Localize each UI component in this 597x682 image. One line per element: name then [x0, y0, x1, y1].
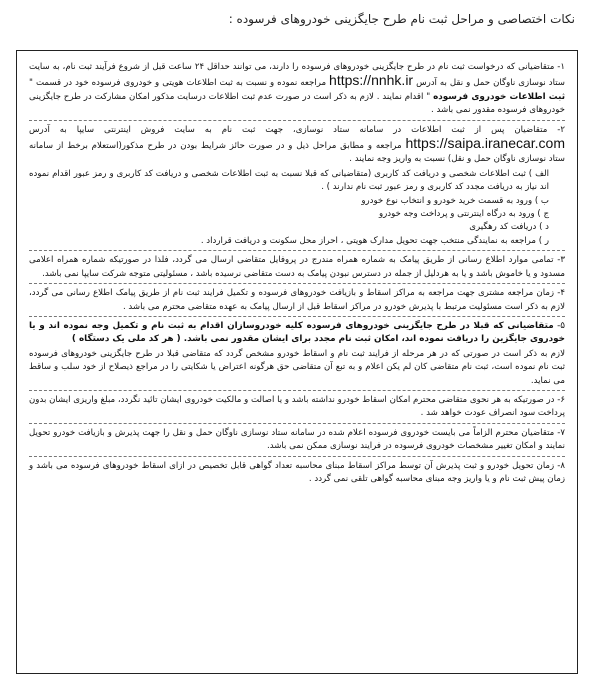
note-text: متقاضیان پس از ثبت اطلاعات در سامانه ستاد نوسازی، جهت ثبت نام به سایت فروش اینترنتی سایپا به آدرس — [29, 124, 548, 135]
note-subitem: ب ) ورود به قسمت خرید خودرو و انتخاب نوع خودرو — [361, 195, 549, 206]
note-item-1 — [29, 61, 565, 118]
url-link[interactable]: https://nnhk.ir — [329, 72, 414, 89]
divider — [29, 250, 565, 251]
note-text: مراجعه نموده و نسبت به ثبت اطلاعات هویتی و خودروی فرسوده خود در قسمت " — [29, 78, 330, 89]
note-item-8 — [29, 460, 565, 487]
note-subitem: ج ) ورود به درگاه اینترنتی و پرداخت وجه خودرو — [378, 209, 549, 220]
note-followup: لازم به ذکر است در صورتی که در هر مرحله از فرایند ثبت نام و اسقاط خودرو مشخص گردد که متقاضی قبلا در طرح جایگزینی خودروهای فرسوده ثبت نام نموده است، ثبت نام متقاضی کان لم یکن اعلام و به تبع آن متقاضی حق هرگونه اعتراض یا شکایتی را در مراجع ذیصلاح از خود سلب و ساقط می نماید. — [29, 348, 565, 386]
divider — [29, 120, 565, 121]
note-number: ۴- — [554, 288, 565, 299]
note-text: زمان تحویل خودرو و ثبت پذیرش آن توسط مراکز اسقاط مبنای محاسبه تعداد گواهی قابل تخصیص در ازای اسقاط خودروهای فرسوده می باشد و زمان پیش ثبت نام و یا واریز وجه مبنای محاسبه گواهی تلقی نمی گردد . — [29, 460, 565, 484]
note-item-7 — [29, 427, 565, 454]
divider — [29, 456, 565, 457]
note-text: متقاضیان محترم الزاماً می بایست خودروی فرسوده اعلام شده در سامانه ستاد نوسازی ناوگان حمل و نقل را جهت پذیرش و بازیافت خودرو تحویل نمایند و امکان تغییر مشخصات خودروی فرسوده در فرایند نوسازی ممکن نمی باشد. — [29, 427, 565, 452]
note-text: زمان مراجعه مشتری جهت مراجعه به مراکز اسقاط و بازیافت خودروهای فرسوده و تکمیل فرایند ثبت نام از طریق پیامک اطلاع رسانی می گردد، لازم به ذکر است مسئولیت مرتبط با پذیرش خودرو در مراکز اسقاط قبل از ارسال پیامک به عهده متقاضی محترم می باشد . — [29, 288, 565, 312]
url-link[interactable]: https://saipa.iranecar.com — [405, 135, 565, 152]
divider — [29, 316, 565, 317]
note-item-6 — [29, 394, 565, 421]
note-text: ثبت اطلاعات خودروی فرسوده — [433, 91, 565, 102]
divider — [29, 390, 565, 391]
note-text: مراجعه و مطابق مراحل ذیل و در صورت حائز شرایط بودن در طرح مذکور(استعلام برخط از سامانه ستاد نوسازی ناوگان حمل و نقل) نسبت به واریز وجه نمایند . — [29, 141, 565, 165]
note-item-3 — [29, 254, 565, 281]
note-number: ۳- — [553, 255, 565, 266]
note-number: ۱- — [554, 62, 565, 72]
note-text: متقاضیانی که قبلا در طرح جایگزینی خودروهای فرسوده کلیه خودروسازان اقدام به ثبت نام و تکمیل وجه نموده اند و یا خودروی جایگزین را دریافت نموده اند، امکان ثبت نام مجدد برای ایشان مقدور نمی باشد. ( هر کد ملی یک دستگاه ) — [29, 320, 565, 345]
note-subitem: الف ) ثبت اطلاعات شخصی و دریافت کد کاربری (متقاضیانی که قبلا نسبت به ثبت اطلاعات شخصی و دریافت کد کاربری و رمز عبور اقدام نموده اند نیاز به دریافت مجدد کد کاربری و رمز عبور ثبت نام ندارند ) . — [29, 168, 549, 193]
note-item-5 — [29, 320, 565, 347]
note-number: ۸- — [554, 460, 565, 471]
note-number: ۶- — [554, 394, 565, 405]
note-number: ۲- — [547, 124, 565, 135]
note-number: ۵- — [553, 320, 565, 331]
note-number: ۷- — [554, 427, 565, 438]
page-title: نکات اختصاصی و مراحل ثبت نام طرح جایگزینی خودروهای فرسوده : — [228, 12, 575, 26]
note-text: تمامی موارد اطلاع رسانی از طریق پیامک به شماره همراه مندرج در پروفایل متقاضی ارسال می گردد، فلذا در صورتیکه شماره همراه اعلامی مسدود و یا خاموش باشد و یا به هردلیل از جمله در دسترس نبودن پیامک به دست متقاضی نرسیده باشد ، مسئولیتی متوجه شرکت سایپا نمی باشد. — [29, 255, 565, 279]
divider — [29, 283, 565, 284]
notes-box — [16, 50, 578, 674]
note-subitem: د ) دریافت کد رهگیری — [469, 222, 549, 233]
note-text: متقاضیانی که درخواست ثبت نام در طرح جایگزینی خودروهای فرسوده را دارند، می توانند حداقل ۲۴ ساعت قبل از شروع فرآیند ثبت نام، به سایت ستاد نوسازی ناوگان حمل و نقل به آدرس — [29, 62, 566, 89]
note-item-4 — [29, 287, 565, 314]
note-text: " اقدام نمایند . لازم به ذکر است در صورت عدم ثبت اطلاعات درسایت مذکور امکان مشارکت در طرح جایگزینی خودروهای فرسوده مقدور نمی باشد . — [29, 91, 565, 116]
note-text: در صورتیکه به هر نحوی متقاضی محترم امکان اسقاط خودرو نداشته باشد و یا اصالت و مالکیت خودروی ایشان تائید نگردد، مبلغ واریزی ایشان بدون پرداخت سود انصراف عودت خواهد شد . — [29, 394, 565, 419]
divider — [29, 423, 565, 424]
note-subitem: ر ) مراجعه به نمایندگی منتخب جهت تحویل مدارک هویتی ، احراز محل سکونت و دریافت قرارداد . — [200, 235, 549, 246]
note-item-2 — [29, 124, 565, 167]
